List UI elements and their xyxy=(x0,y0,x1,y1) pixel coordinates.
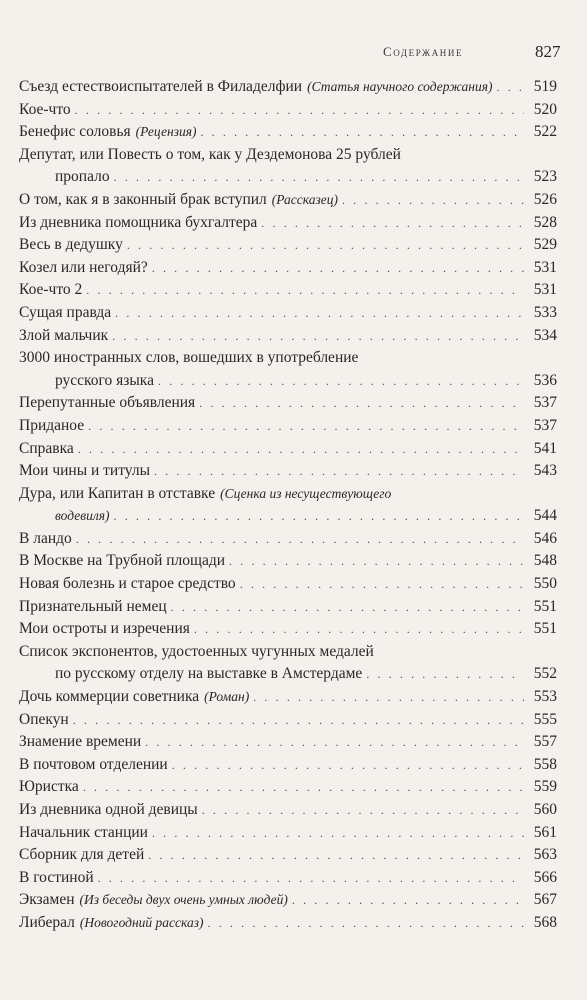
leader-dots xyxy=(115,302,524,325)
leader-dots xyxy=(152,257,524,280)
toc-entry-line xyxy=(19,279,557,302)
leader-dots xyxy=(366,663,524,686)
toc-entry xyxy=(19,460,557,483)
toc-entry-title: Признательный немец xyxy=(19,597,167,615)
leader-dots xyxy=(76,528,524,551)
toc-entry-title: Список экспонентов, удостоенных чугунных медалей xyxy=(19,642,374,660)
toc-entry-line xyxy=(19,550,557,573)
toc-entry xyxy=(19,731,557,754)
toc-entry-page: 551 xyxy=(533,620,557,638)
toc-entry xyxy=(19,438,557,461)
toc-entry-line xyxy=(19,822,557,845)
leader-dots xyxy=(253,686,524,709)
toc-entry-title: В почтовом отделении xyxy=(19,755,168,773)
toc-entry xyxy=(19,867,557,890)
leader-dots xyxy=(127,234,524,257)
toc-entry xyxy=(19,76,557,99)
toc-entry-title: Злой мальчик xyxy=(19,326,109,344)
toc-entry-subtitle: (Сценка из несуществующего xyxy=(220,485,392,501)
toc-entry xyxy=(19,144,557,189)
leader-dots xyxy=(145,731,524,754)
leader-dots xyxy=(240,573,524,596)
leader-dots xyxy=(88,415,524,438)
toc-entry-line xyxy=(19,528,557,551)
toc-entry-page: 522 xyxy=(533,123,557,141)
toc-entry xyxy=(19,302,557,325)
toc-entry-title: Козел или негодяй? xyxy=(19,258,148,276)
leader-dots xyxy=(200,121,524,144)
toc-entry xyxy=(19,686,557,709)
leader-dots xyxy=(261,212,524,235)
toc-entry-line xyxy=(19,212,557,235)
toc-entry xyxy=(19,189,557,212)
toc-entry xyxy=(19,618,557,641)
toc-entry-line xyxy=(19,121,557,144)
toc-entry-line xyxy=(19,347,557,370)
toc-entry-line xyxy=(19,189,557,212)
toc-entry-page: 533 xyxy=(533,303,557,321)
toc-entry xyxy=(19,392,557,415)
toc-entry-title: Дочь коммерции советника xyxy=(19,688,200,706)
leader-dots xyxy=(114,166,524,189)
leader-dots xyxy=(154,460,524,483)
toc-entry xyxy=(19,325,557,348)
toc-entry-line xyxy=(19,483,557,506)
toc-entry-title: Из дневника одной девицы xyxy=(19,801,198,818)
toc-entry-subtitle: (Новогодний рассказ) xyxy=(79,914,204,930)
toc-entry-title: В Москве на Трубной площади xyxy=(19,552,226,570)
table-of-contents xyxy=(19,76,557,935)
toc-entry xyxy=(19,912,557,935)
toc-entry-line xyxy=(19,844,557,867)
running-head xyxy=(0,44,587,68)
leader-dots xyxy=(194,618,524,641)
toc-entry-title: Приданое xyxy=(19,416,85,434)
toc-entry-page: 555 xyxy=(533,710,557,728)
toc-entry-page: 553 xyxy=(533,688,557,706)
toc-entry-page: 566 xyxy=(533,868,557,886)
toc-entry-title-continued: пропало xyxy=(55,168,110,186)
toc-entry-line xyxy=(19,709,557,732)
toc-entry-page: 544 xyxy=(533,507,557,525)
leader-dots xyxy=(202,799,524,822)
toc-entry xyxy=(19,121,557,144)
toc-entry-line xyxy=(19,438,557,461)
toc-entry-subtitle-continued: водевиля) xyxy=(55,508,110,524)
toc-entry-line xyxy=(19,234,557,257)
toc-entry-page: 531 xyxy=(533,281,557,299)
toc-entry-line xyxy=(19,799,557,822)
toc-entry-title: Сборник для детей xyxy=(19,846,145,864)
toc-entry-page: 537 xyxy=(533,394,557,412)
toc-entry-line xyxy=(19,731,557,754)
toc-entry-subtitle: (Рецензия) xyxy=(135,124,197,140)
toc-entry-title: Съезд естествоиспытателей в Филаделфии xyxy=(19,78,303,95)
toc-entry-page: 529 xyxy=(533,236,557,254)
toc-entry-title: Знамение времени xyxy=(19,733,142,751)
toc-entry-line xyxy=(19,663,557,686)
toc-entry-line xyxy=(19,99,557,122)
toc-entry-line xyxy=(19,596,557,619)
toc-entry-title-continued: русского языка xyxy=(55,371,154,389)
toc-entry-subtitle: (Рассказец) xyxy=(271,191,338,207)
toc-entry-subtitle: (Из беседы двух очень умных людей) xyxy=(79,892,288,908)
toc-entry xyxy=(19,279,557,302)
toc-entry-page: 534 xyxy=(533,326,557,344)
toc-entry-page: 537 xyxy=(533,416,557,434)
toc-entry-title: В гостиной xyxy=(19,868,94,886)
page-header-title: Содержание xyxy=(383,44,464,59)
toc-entry-title: Начальник станции xyxy=(19,823,148,841)
toc-entry xyxy=(19,754,557,777)
toc-entry-line xyxy=(19,166,557,189)
toc-entry-page: 559 xyxy=(533,778,557,796)
toc-entry-line xyxy=(19,912,557,935)
toc-entry-line xyxy=(19,144,557,167)
toc-entry xyxy=(19,347,557,392)
toc-entry xyxy=(19,776,557,799)
toc-entry xyxy=(19,709,557,732)
toc-entry xyxy=(19,573,557,596)
toc-entry-title: Перепутанные объявления xyxy=(19,394,196,412)
toc-entry-title: Мои чины и титулы xyxy=(19,462,151,480)
toc-entry-subtitle: (Статья научного содержания) xyxy=(307,79,493,94)
toc-entry-page: 561 xyxy=(533,823,557,841)
leader-dots xyxy=(75,99,524,122)
toc-entry-line xyxy=(19,573,557,596)
toc-entry-page: 557 xyxy=(533,733,557,751)
toc-entry-title: Дура, или Капитан в отставке xyxy=(19,484,216,502)
toc-entry-page: 546 xyxy=(533,529,557,547)
toc-entry-title: Справка xyxy=(19,439,74,457)
toc-entry-line xyxy=(19,686,557,709)
toc-entry xyxy=(19,889,557,912)
toc-entry-page: 558 xyxy=(533,755,557,773)
toc-entry-page: 568 xyxy=(533,913,557,931)
leader-dots xyxy=(208,912,524,935)
toc-entry-page: 567 xyxy=(533,891,557,909)
leader-dots xyxy=(98,867,524,890)
leader-dots xyxy=(86,279,524,302)
toc-entry-line xyxy=(19,505,557,528)
toc-entry-title-continued: по русскому отделу на выставке в Амстердаме xyxy=(55,665,363,683)
toc-entry-title: О том, как я в законный брак вступил xyxy=(19,190,267,208)
toc-entry-line xyxy=(19,754,557,777)
toc-entry-title: Экзамен xyxy=(19,891,75,909)
toc-entry-page: 519 xyxy=(533,78,557,95)
leader-dots xyxy=(112,325,524,348)
toc-entry-line xyxy=(19,415,557,438)
toc-entry-line xyxy=(19,257,557,280)
toc-entry-page: 520 xyxy=(533,100,557,118)
toc-entry-line xyxy=(19,302,557,325)
leader-dots xyxy=(148,844,524,867)
toc-entry-title: Юристка xyxy=(19,778,79,796)
toc-entry-line xyxy=(19,392,557,415)
toc-entry xyxy=(19,550,557,573)
toc-entry-subtitle: (Роман) xyxy=(204,689,250,705)
toc-entry-title: Весь в дедушку xyxy=(19,236,123,254)
toc-entry-title: Либерал xyxy=(19,913,75,931)
toc-entry-title: 3000 иностранных слов, вошедших в употребление xyxy=(19,349,359,367)
toc-entry-page: 563 xyxy=(533,846,557,864)
toc-entry-line xyxy=(19,370,557,393)
toc-entry xyxy=(19,234,557,257)
toc-entry-page: 548 xyxy=(533,552,557,570)
toc-entry-line xyxy=(19,776,557,799)
toc-entry-line xyxy=(19,867,557,890)
toc-entry-line xyxy=(19,76,557,99)
toc-entry xyxy=(19,641,557,686)
toc-entry-page: 528 xyxy=(533,213,557,231)
toc-entry xyxy=(19,415,557,438)
toc-entry-page: 531 xyxy=(533,258,557,276)
leader-dots xyxy=(497,76,525,99)
leader-dots xyxy=(83,776,524,799)
toc-entry-title: В ландо xyxy=(19,529,72,547)
leader-dots xyxy=(229,550,524,573)
leader-dots xyxy=(171,596,524,619)
leader-dots xyxy=(73,709,524,732)
toc-entry-page: 523 xyxy=(533,168,557,186)
toc-entry-line xyxy=(19,460,557,483)
toc-entry-line xyxy=(19,641,557,664)
toc-entry-page: 543 xyxy=(533,462,557,480)
toc-entry-title: Опекун xyxy=(19,710,69,728)
toc-entry xyxy=(19,99,557,122)
leader-dots xyxy=(172,754,524,777)
toc-entry-title: Бенефис соловья xyxy=(19,123,131,141)
leader-dots xyxy=(78,438,524,461)
toc-entry-line xyxy=(19,889,557,912)
toc-entry-title: Кое-что 2 xyxy=(19,281,83,299)
toc-entry xyxy=(19,822,557,845)
toc-entry xyxy=(19,596,557,619)
toc-entry-title: Депутат, или Повесть о том, как у Дездемонова 25 рублей xyxy=(19,145,401,163)
toc-entry-page: 552 xyxy=(533,665,557,683)
toc-entry-title: Новая болезнь и старое средство xyxy=(19,575,236,593)
toc-entry-title: Мои остроты и изречения xyxy=(19,620,190,638)
page-number: 827 xyxy=(535,42,561,61)
leader-dots xyxy=(152,822,524,845)
toc-entry-page: 550 xyxy=(533,575,557,593)
leader-dots xyxy=(292,889,524,912)
leader-dots xyxy=(114,505,524,528)
toc-entry xyxy=(19,483,557,528)
toc-entry-page: 560 xyxy=(533,801,557,818)
toc-entry xyxy=(19,257,557,280)
toc-entry-page: 526 xyxy=(533,190,557,208)
toc-entry-line xyxy=(19,618,557,641)
toc-entry xyxy=(19,799,557,822)
toc-entry-title: Сущая правда xyxy=(19,303,112,321)
toc-entry-page: 551 xyxy=(533,597,557,615)
leader-dots xyxy=(342,189,524,212)
leader-dots xyxy=(158,370,524,393)
toc-entry xyxy=(19,844,557,867)
toc-entry xyxy=(19,212,557,235)
leader-dots xyxy=(199,392,524,415)
toc-entry-page: 536 xyxy=(533,371,557,389)
toc-entry xyxy=(19,528,557,551)
toc-entry-line xyxy=(19,325,557,348)
toc-entry-title: Из дневника помощника бухгалтера xyxy=(19,213,258,231)
toc-entry-page: 541 xyxy=(533,439,557,457)
toc-entry-title: Кое-что xyxy=(19,100,71,118)
